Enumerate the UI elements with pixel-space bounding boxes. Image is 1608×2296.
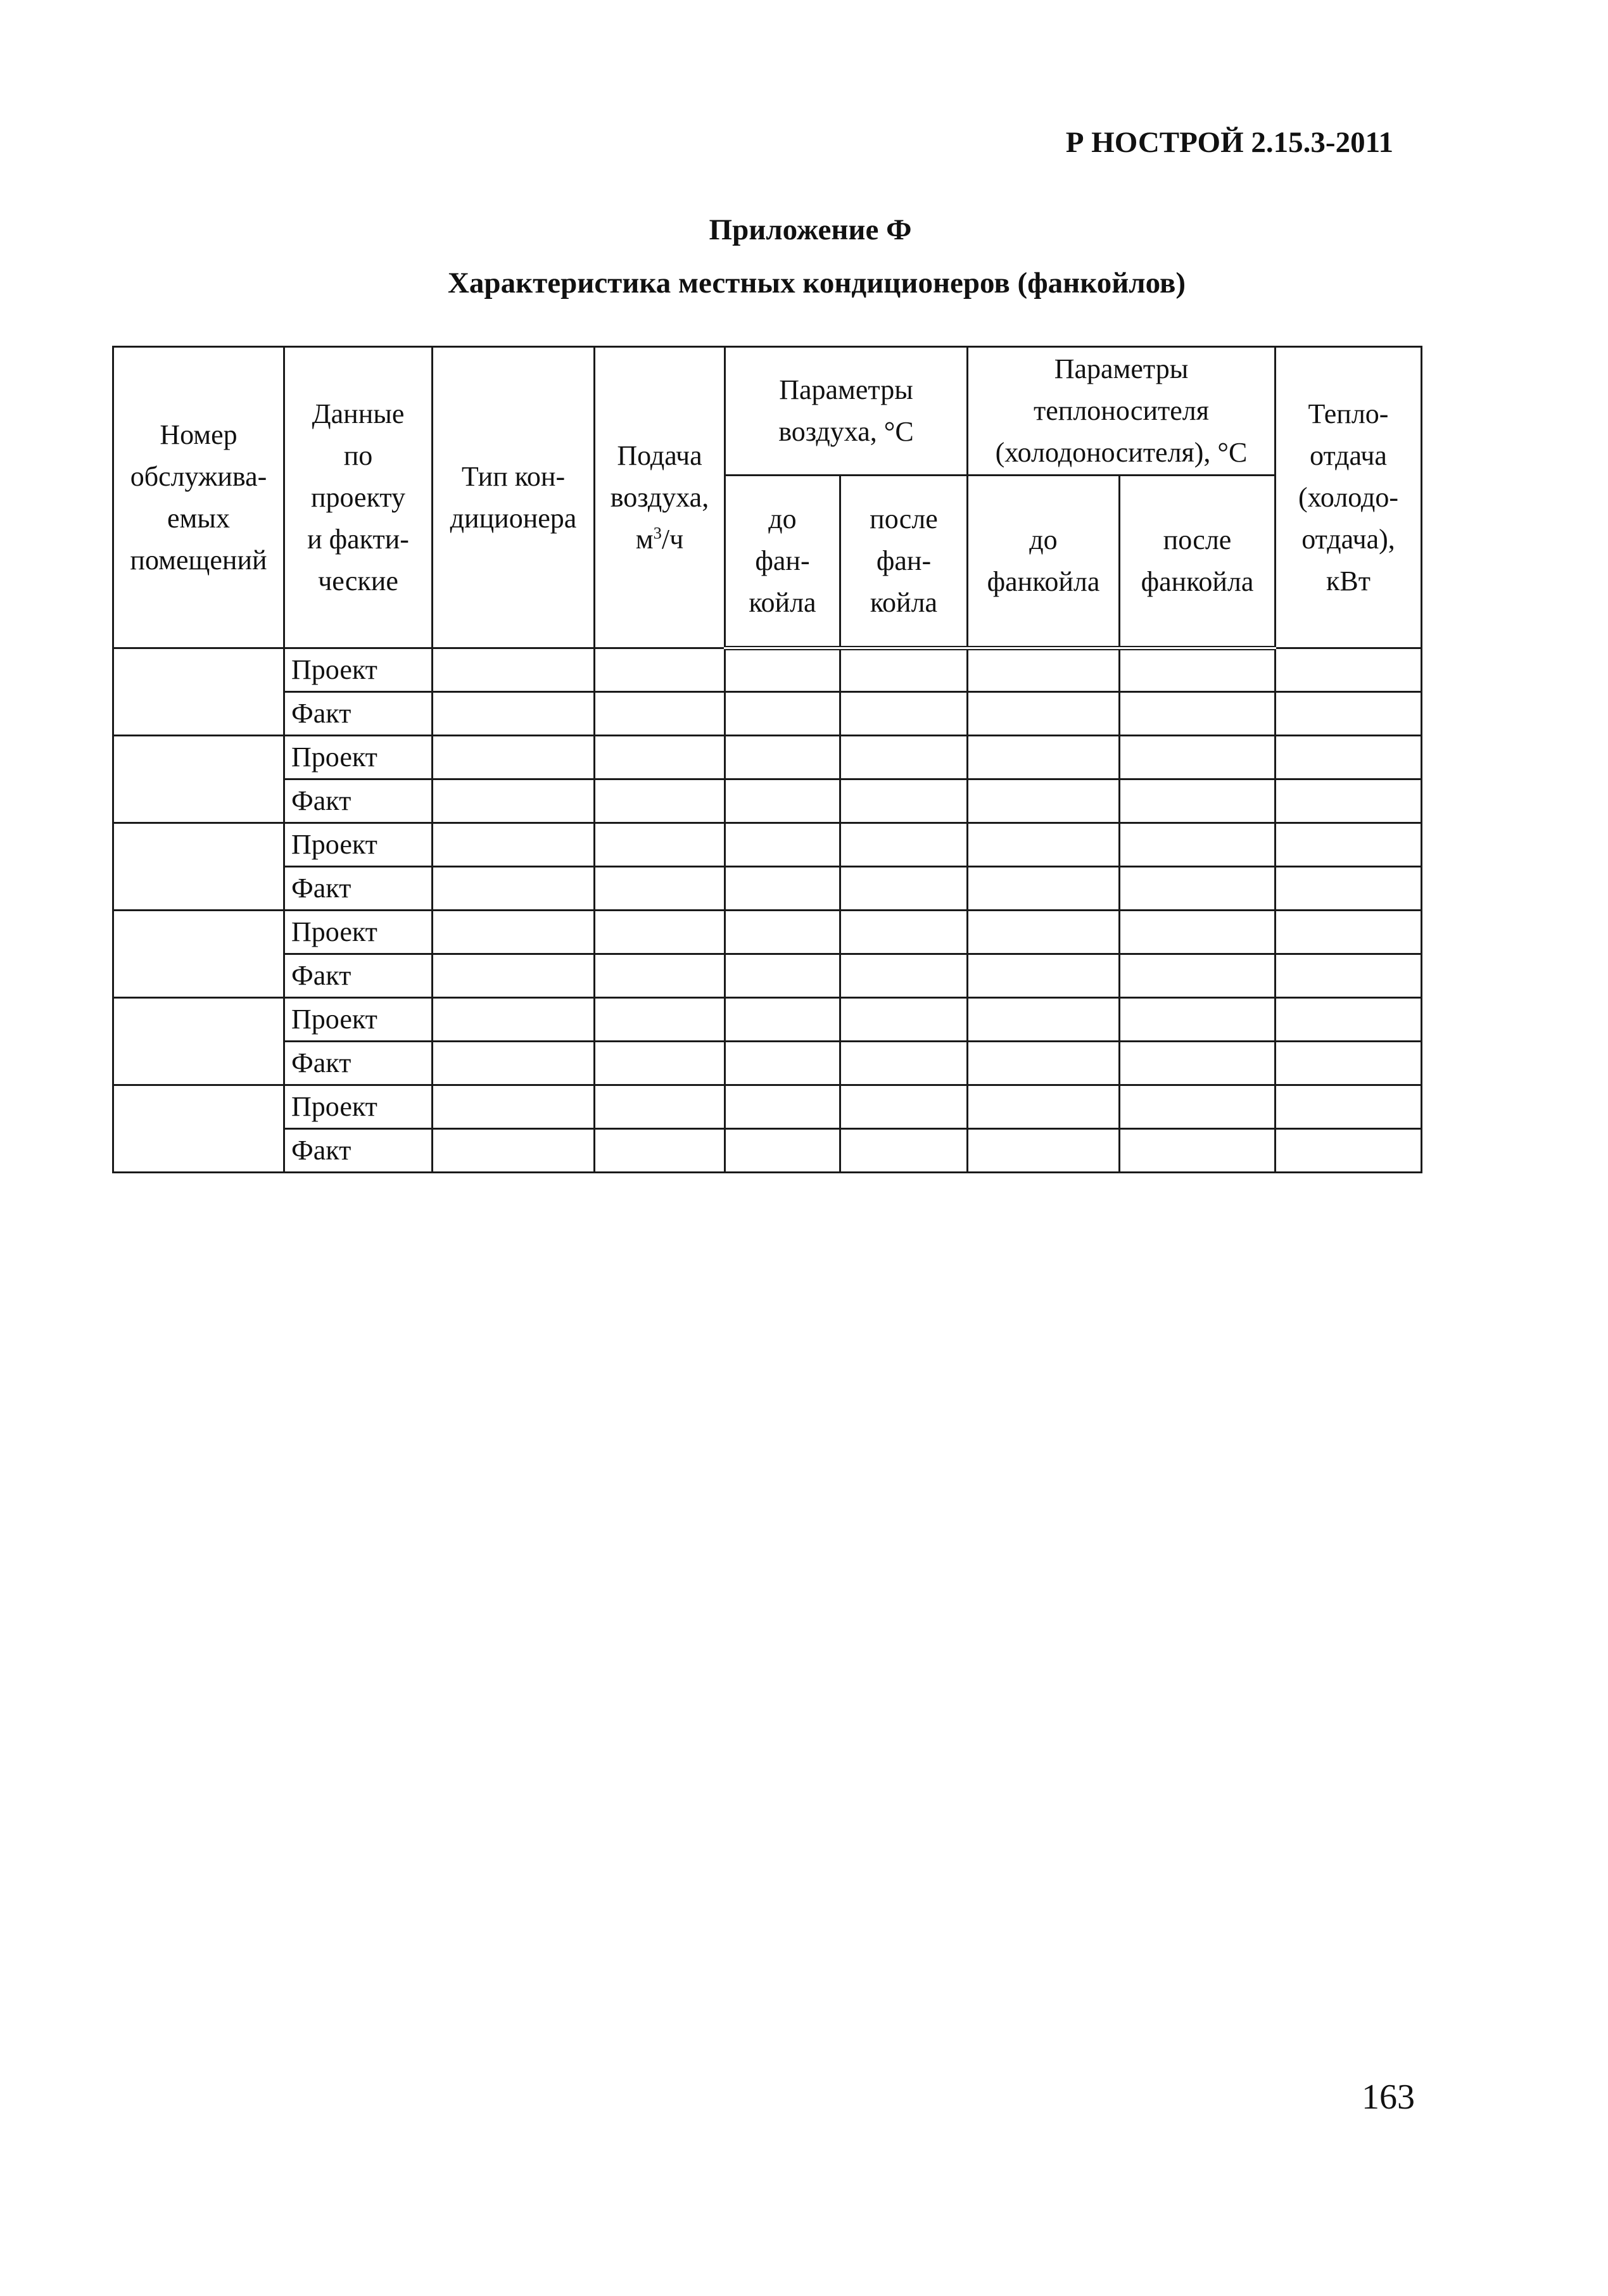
empty-value-cell [595, 779, 725, 823]
empty-value-cell [968, 779, 1120, 823]
empty-value-cell [1120, 779, 1276, 823]
empty-value-cell [1120, 1085, 1276, 1129]
data-kind-cell: Проект [284, 648, 433, 692]
table-header [113, 347, 1422, 648]
empty-value-cell [725, 1085, 840, 1129]
data-kind-cell: Факт [284, 692, 433, 736]
empty-value-cell [968, 736, 1120, 779]
document-code: Р НОСТРОЙ 2.15.3-2011 [1065, 126, 1393, 159]
data-kind-cell: Проект [284, 911, 433, 954]
empty-value-cell [595, 867, 725, 911]
empty-value-cell [840, 823, 968, 867]
data-kind-cell: Факт [284, 779, 433, 823]
empty-value-cell [433, 1085, 595, 1129]
air-supply-label: Подача воздуха, м [610, 439, 709, 555]
header-coolant-after: после фанкойла [1120, 476, 1276, 648]
header-air-before: до фан- койла [725, 476, 840, 648]
data-kind-cell: Проект [284, 1085, 433, 1129]
empty-value-cell [725, 867, 840, 911]
empty-value-cell [725, 954, 840, 998]
empty-value-cell [840, 736, 968, 779]
empty-value-cell [1120, 692, 1276, 736]
room-number-cell [113, 823, 284, 911]
empty-value-cell [725, 823, 840, 867]
empty-value-cell [840, 692, 968, 736]
empty-value-cell [968, 1085, 1120, 1129]
data-kind-cell: Проект [284, 998, 433, 1042]
table-row [113, 1042, 1422, 1085]
empty-value-cell [1120, 911, 1276, 954]
empty-value-cell [840, 1129, 968, 1173]
empty-value-cell [1120, 867, 1276, 911]
table-row [113, 692, 1422, 736]
empty-value-cell [595, 1129, 725, 1173]
header-data-kind: Данные по проекту и факти- ческие [284, 347, 433, 648]
header-air-params: Параметры воздуха, °С [725, 347, 968, 476]
empty-value-cell [595, 823, 725, 867]
empty-value-cell [595, 736, 725, 779]
table-row [113, 1085, 1422, 1129]
header-room-number: Номер обслужива- емых помещений [113, 347, 284, 648]
empty-value-cell [595, 1042, 725, 1085]
data-kind-cell: Факт [284, 1129, 433, 1173]
empty-value-cell [1276, 823, 1422, 867]
empty-value-cell [595, 692, 725, 736]
empty-value-cell [968, 954, 1120, 998]
empty-value-cell [595, 998, 725, 1042]
empty-value-cell [840, 954, 968, 998]
empty-value-cell [840, 911, 968, 954]
room-number-cell [113, 736, 284, 823]
header-conditioner-type: Тип кон- диционера [433, 347, 595, 648]
header-heat-output: Тепло- отдача (холодо- отдача), кВт [1276, 347, 1422, 648]
empty-value-cell [433, 1042, 595, 1085]
empty-value-cell [433, 736, 595, 779]
room-number-cell [113, 648, 284, 736]
table-row [113, 648, 1422, 692]
empty-value-cell [725, 779, 840, 823]
room-number-cell [113, 998, 284, 1085]
empty-value-cell [840, 1042, 968, 1085]
empty-value-cell [840, 779, 968, 823]
room-number-cell [113, 911, 284, 998]
empty-value-cell [433, 823, 595, 867]
empty-value-cell [1276, 954, 1422, 998]
empty-value-cell [433, 911, 595, 954]
data-kind-cell: Факт [284, 867, 433, 911]
table-row [113, 954, 1422, 998]
header-coolant-before: до фанкойла [968, 476, 1120, 648]
empty-value-cell [1276, 911, 1422, 954]
empty-value-cell [433, 692, 595, 736]
empty-value-cell [1120, 1042, 1276, 1085]
empty-value-cell [968, 823, 1120, 867]
empty-value-cell [595, 1085, 725, 1129]
empty-value-cell [725, 692, 840, 736]
air-supply-unit: /ч [661, 523, 684, 555]
table-row [113, 911, 1422, 954]
empty-value-cell [840, 998, 968, 1042]
data-kind-cell: Проект [284, 736, 433, 779]
data-kind-cell: Проект [284, 823, 433, 867]
empty-value-cell [433, 648, 595, 692]
empty-value-cell [725, 736, 840, 779]
empty-value-cell [1120, 998, 1276, 1042]
table-row [113, 1129, 1422, 1173]
empty-value-cell [1276, 998, 1422, 1042]
empty-value-cell [968, 1129, 1120, 1173]
header-air-supply [595, 347, 725, 648]
empty-value-cell [1276, 779, 1422, 823]
empty-value-cell [1120, 736, 1276, 779]
empty-value-cell [968, 867, 1120, 911]
empty-value-cell [1276, 648, 1422, 692]
empty-value-cell [1276, 1129, 1422, 1173]
empty-value-cell [595, 911, 725, 954]
empty-value-cell [433, 779, 595, 823]
page-number: 163 [1362, 2078, 1415, 2117]
empty-value-cell [1276, 867, 1422, 911]
empty-value-cell [840, 648, 968, 692]
empty-value-cell [595, 954, 725, 998]
empty-value-cell [1120, 954, 1276, 998]
table-row [113, 998, 1422, 1042]
air-supply-exponent: 3 [653, 522, 662, 542]
empty-value-cell [968, 1042, 1120, 1085]
empty-value-cell [433, 867, 595, 911]
data-kind-cell: Факт [284, 1042, 433, 1085]
appendix-title: Приложение Ф [709, 213, 912, 246]
data-kind-cell: Факт [284, 954, 433, 998]
table-row [113, 823, 1422, 867]
empty-value-cell [1276, 736, 1422, 779]
fancoil-characteristics-table [112, 346, 1422, 1173]
empty-value-cell [433, 1129, 595, 1173]
table-row [113, 867, 1422, 911]
empty-value-cell [968, 692, 1120, 736]
empty-value-cell [1120, 1129, 1276, 1173]
empty-value-cell [433, 998, 595, 1042]
empty-value-cell [1276, 1085, 1422, 1129]
empty-value-cell [433, 954, 595, 998]
empty-value-cell [725, 911, 840, 954]
room-number-cell [113, 1085, 284, 1173]
empty-value-cell [725, 998, 840, 1042]
empty-value-cell [968, 648, 1120, 692]
empty-value-cell [1120, 823, 1276, 867]
empty-value-cell [968, 998, 1120, 1042]
empty-value-cell [595, 648, 725, 692]
table-row [113, 736, 1422, 779]
empty-value-cell [1276, 692, 1422, 736]
header-coolant-params: Параметры теплоносителя (холодоносителя), °С [968, 347, 1276, 476]
empty-value-cell [840, 1085, 968, 1129]
table-row [113, 779, 1422, 823]
header-air-after: после фан- койла [840, 476, 968, 648]
empty-value-cell [725, 1042, 840, 1085]
empty-value-cell [1120, 648, 1276, 692]
table-title: Характеристика местных кондиционеров (фанкойлов) [447, 267, 1186, 300]
empty-value-cell [840, 867, 968, 911]
empty-value-cell [725, 648, 840, 692]
empty-value-cell [1276, 1042, 1422, 1085]
empty-value-cell [725, 1129, 840, 1173]
empty-value-cell [968, 911, 1120, 954]
table-body [113, 648, 1422, 1173]
